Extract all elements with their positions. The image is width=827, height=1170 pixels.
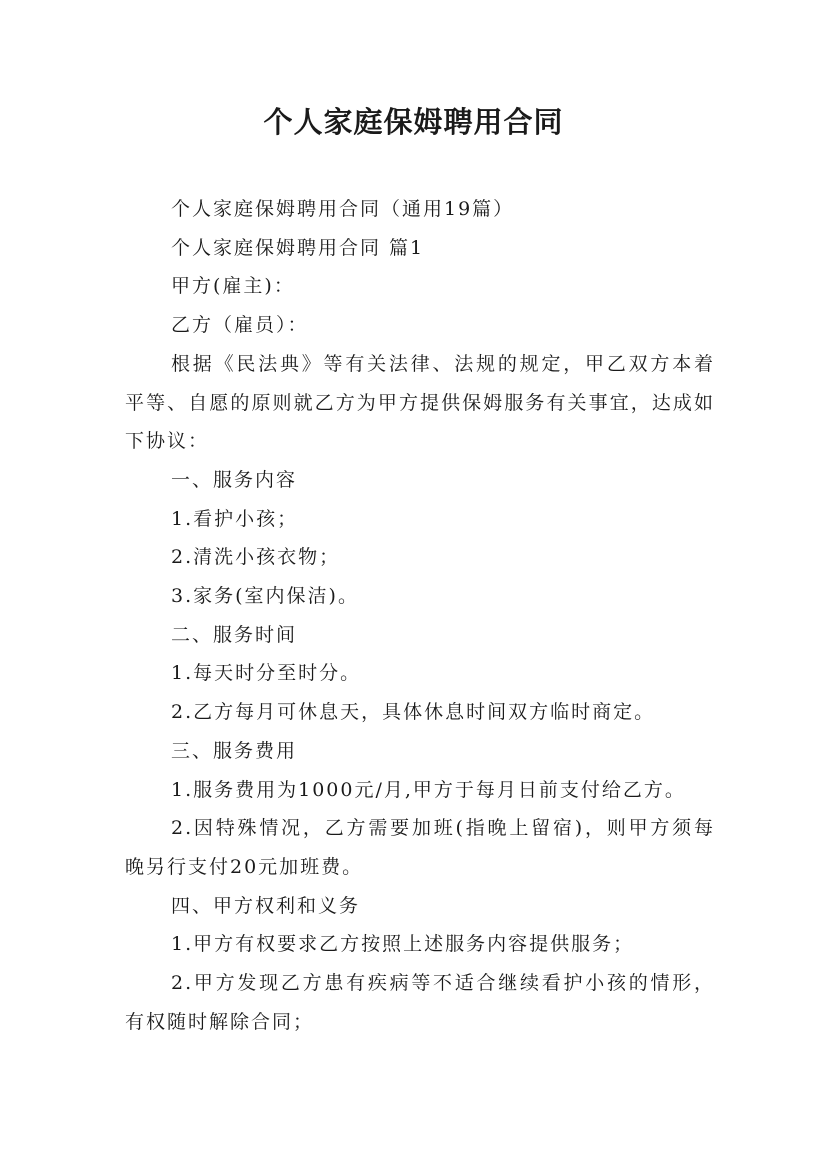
paragraph-item: 3.家务(室内保洁)。 xyxy=(171,585,359,608)
paragraph-item: 1.甲方有权要求乙方按照上述服务内容提供服务； xyxy=(171,933,635,956)
paragraph-item: 2.甲方发现乙方患有疾病等不适合继续看护小孩的情形，有权随时解除合同； xyxy=(125,972,715,1033)
paragraph-item: 2.乙方每月可休息天，具体休息时间双方临时商定。 xyxy=(171,701,656,724)
paragraph-item: 1.每天时分至时分。 xyxy=(171,662,362,685)
paragraph-heading-party-a-rights: 四、甲方权利和义务 xyxy=(171,894,361,917)
paragraph-party-b: 乙方（雇员）： xyxy=(171,314,309,337)
paragraph-item: 1.看护小孩； xyxy=(171,507,299,530)
paragraph-subtitle: 个人家庭保姆聘用合同（通用19篇） xyxy=(171,198,515,220)
paragraph-item: 2.因特殊情况，乙方需要加班(指晚上留宿)，则甲方须每晚另行支付20元加班费。 xyxy=(125,817,715,878)
paragraph-item: 1.服务费用为1000元/月,甲方于每月日前支付给乙方。 xyxy=(171,778,686,801)
document-title: 个人家庭保姆聘用合同 xyxy=(263,105,564,139)
paragraph-section-heading: 个人家庭保姆聘用合同 篇1 xyxy=(171,236,425,259)
paragraph-party-a: 甲方(雇主)： xyxy=(171,275,295,298)
paragraph-heading-service-content: 一、服务内容 xyxy=(171,468,298,491)
paragraph-heading-service-fee: 三、服务费用 xyxy=(171,739,298,762)
paragraph-preamble: 根据《民法典》等有关法律、法规的规定，甲乙双方本着平等、自愿的原则就乙方为甲方提供保姆服务有关事宜，达成如下协议： xyxy=(125,352,715,453)
document-body xyxy=(125,190,715,1041)
paragraph-heading-service-time: 二、服务时间 xyxy=(171,623,298,646)
paragraph-item: 2.清洗小孩衣物； xyxy=(171,546,341,569)
